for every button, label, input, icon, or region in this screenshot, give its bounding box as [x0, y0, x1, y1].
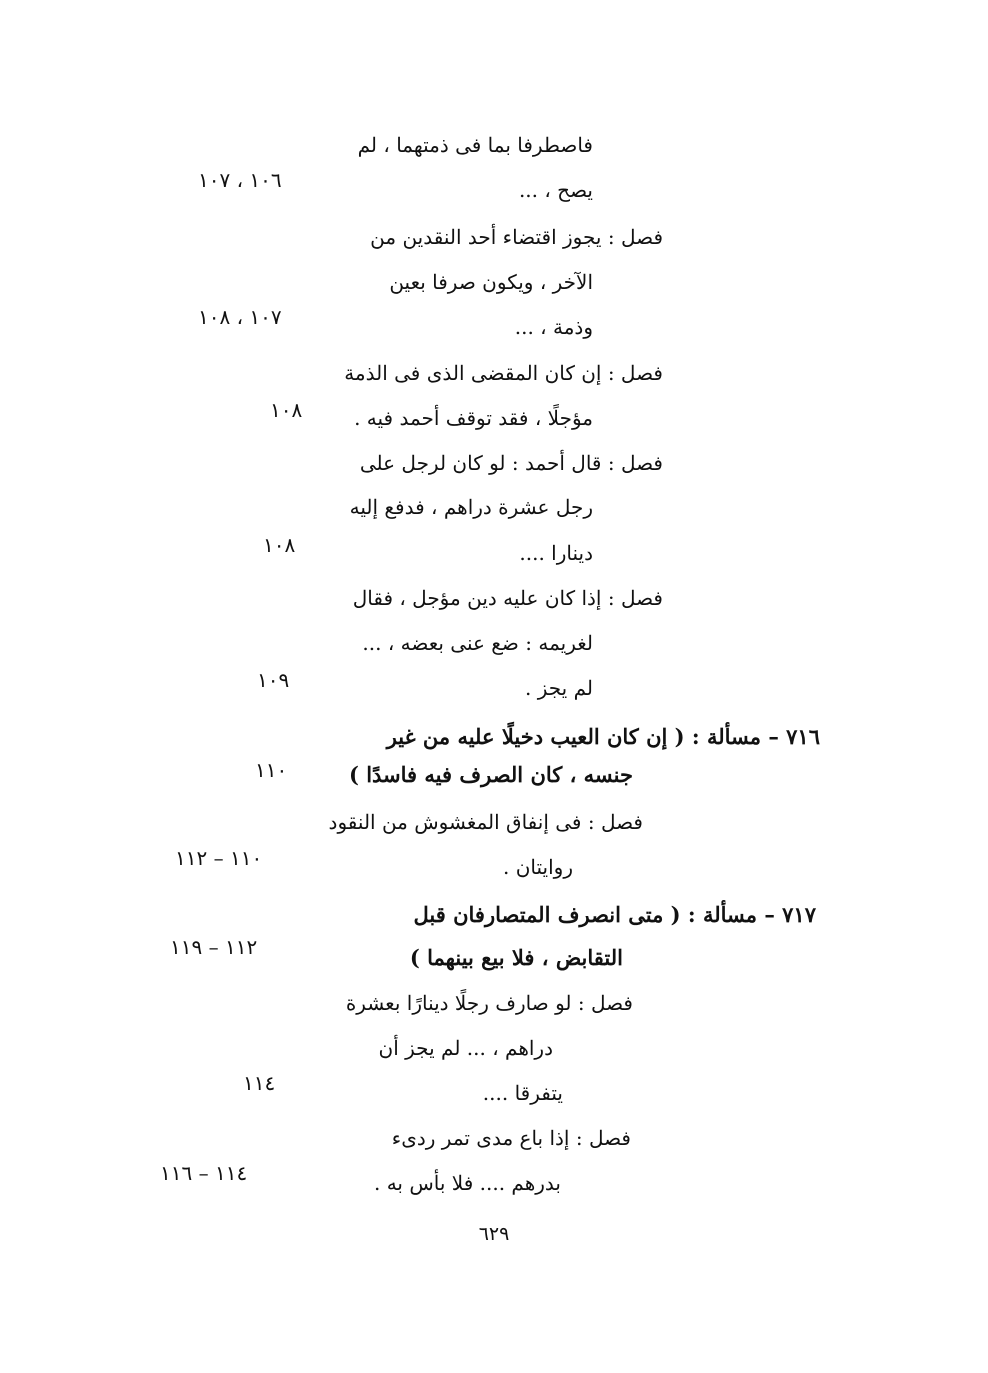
page-ref: ١١٤: [243, 1071, 276, 1095]
entry-line: الآخر ، ويكون صرفا بعين: [389, 270, 593, 294]
page-ref: ١٠٨: [270, 398, 303, 422]
entry-line: روايتان .: [503, 855, 573, 879]
entry-line: رجل عشرة دراهم ، فدفع إليه: [349, 495, 593, 519]
masala-heading: جنسه ، كان الصرف فيه فاسدًا ): [348, 762, 633, 787]
entry-line: وذمة ، ...: [514, 315, 593, 339]
masala-heading: ٧١٦ – مسألة : ( إن كان العيب دخيلًا عليه من غير: [386, 724, 820, 749]
entry-line: فصل : إن كان المقضى الذى فى الذمة: [344, 361, 663, 385]
entry-line: دينارا ....: [519, 541, 593, 565]
entry-line: فصل : إذا باع مدى تمر ردىء: [391, 1126, 631, 1150]
entry-line: فصل : لو صارف رجلًا دينارًا بعشرة: [345, 991, 633, 1015]
masala-heading: ٧١٧ – مسألة : ( متى انصرف المتصارفان قبل: [413, 902, 816, 927]
entry-line: دراهم ، ... لم يجز أن: [378, 1036, 553, 1060]
page-number: ٦٢٩: [478, 1223, 510, 1245]
page-ref: ١١٢ – ١١٩: [170, 935, 258, 959]
entry-line: لم يجز .: [525, 676, 593, 700]
entry-line: فصل : قال أحمد : لو كان لرجل على: [359, 451, 663, 475]
masala-heading: التقابض ، فلا بيع بينهما ): [409, 945, 623, 970]
entry-line: بدرهم .... فلا بأس به .: [373, 1171, 561, 1195]
page-ref: ١١٤ – ١١٦: [160, 1161, 248, 1185]
entry-line: فصل : فى إنفاق المغشوش من النقود: [328, 810, 643, 834]
page-ref: ١١٠: [255, 758, 288, 782]
page-ref: ١٠٩: [257, 668, 290, 692]
entry-line: يتفرقا ....: [482, 1081, 563, 1105]
entry-line: لغريمه : ضع عنى بعضه ، ...: [362, 631, 593, 655]
entry-line: مؤجلًا ، فقد توقف أحمد فيه .: [354, 406, 593, 430]
page-ref: ١٠٧ ، ١٠٨: [198, 305, 282, 329]
entry-line: يصح ، ...: [518, 178, 593, 202]
entry-line: فاصطرفا بما فى ذمتهما ، لم: [357, 133, 593, 157]
entry-line: فصل : يجوز اقتضاء أحد النقدين من: [370, 225, 663, 249]
page-ref: ١٠٦ ، ١٠٧: [198, 168, 282, 192]
page-ref: ١٠٨: [263, 533, 296, 557]
entry-line: فصل : إذا كان عليه دين مؤجل ، فقال: [352, 586, 663, 610]
page-ref: ١١٠ – ١١٢: [175, 846, 263, 870]
